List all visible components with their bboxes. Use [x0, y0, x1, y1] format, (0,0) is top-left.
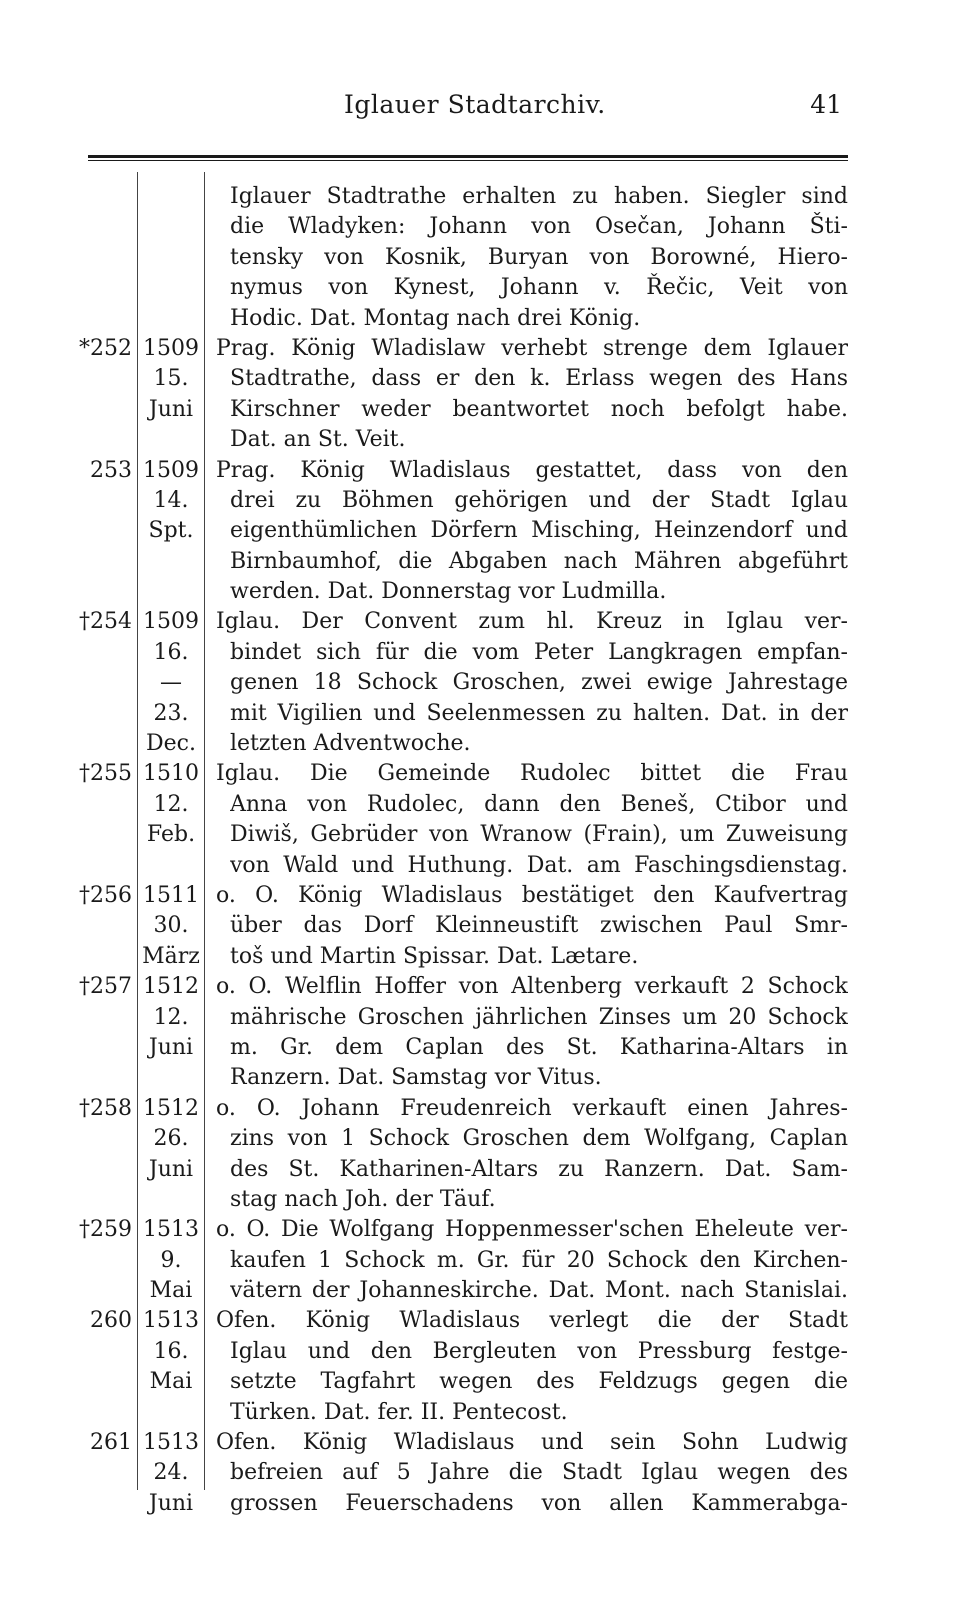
text-line [0, 1003, 960, 1033]
regest-date: Juni [148, 1034, 194, 1060]
regest-text: Iglau. Die Gemeinde Rudolec bittet die Frau [216, 761, 848, 787]
regest-number: †259 [79, 1217, 132, 1243]
text-line [0, 273, 960, 303]
header-title: Iglauer Stadtarchiv. [344, 90, 606, 119]
text-line [0, 182, 960, 212]
regest-text: Kirschner weder beantwortet noch befolgt habe. [230, 396, 848, 422]
regest-date: 1512 [143, 1095, 199, 1121]
text-line [0, 942, 960, 972]
text-line [0, 1458, 960, 1488]
regest-text: Dat. an St. Veit. [230, 427, 406, 453]
regest-number: 261 [90, 1430, 132, 1456]
regest-date: 9. [160, 1247, 182, 1273]
text-line [0, 212, 960, 242]
text-line [0, 1306, 960, 1336]
regest-number: 260 [90, 1308, 132, 1334]
text-line [0, 607, 960, 637]
text-line [0, 1033, 960, 1063]
text-line [0, 759, 960, 789]
text-line [0, 304, 960, 334]
regest-date: — [160, 670, 182, 696]
regest-date: 1511 [143, 882, 199, 908]
text-line [0, 1063, 960, 1093]
text-line [0, 516, 960, 546]
text-line [0, 1489, 960, 1519]
regest-date: Dec. [146, 731, 196, 757]
regest-text: drei zu Böhmen gehörigen und der Stadt Iglau [230, 487, 848, 513]
text-line [0, 456, 960, 486]
regest-text: Stadtrathe, dass er den k. Erlass wegen des Hans [230, 366, 848, 392]
text-line [0, 425, 960, 455]
regest-date: 26. [153, 1126, 189, 1152]
regest-text: Ofen. König Wladislaus verlegt die der Stadt [216, 1308, 848, 1334]
regest-text: Iglau und den Bergleuten von Pressburg festge- [230, 1338, 848, 1364]
text-line [0, 1276, 960, 1306]
regest-date: Mai [149, 1278, 193, 1304]
regest-text: eigenthümlichen Dörfern Misching, Heinzendorf und [230, 518, 848, 544]
regest-date: Feb. [146, 822, 196, 848]
regest-text: tensky von Kosnik, Buryan von Borowné, Hiero- [230, 244, 848, 270]
regest-text: genen 18 Schock Groschen, zwei ewige Jahrestage [230, 670, 848, 696]
text-line [0, 820, 960, 850]
regest-text: Iglau. Der Convent zum hl. Kreuz in Iglau ver- [216, 609, 848, 635]
text-line [0, 577, 960, 607]
regest-text: des St. Katharinen-Altars zu Ranzern. Dat. Sam- [230, 1156, 848, 1182]
regest-date: 14. [153, 487, 189, 513]
page-number: 41 [810, 90, 842, 119]
regest-number: 253 [90, 457, 132, 483]
regest-date: Juni [148, 1490, 194, 1516]
regest-date: 12. [153, 791, 189, 817]
regest-text: Prag. König Wladislaw verhebt strenge dem Iglauer [216, 335, 848, 361]
regest-text: grossen Feuerschadens von allen Kammerabga- [230, 1490, 848, 1516]
regest-date: 1513 [143, 1430, 199, 1456]
text-line [0, 638, 960, 668]
text-line [0, 1367, 960, 1397]
regest-date: 1509 [143, 457, 199, 483]
regest-text: Ofen. König Wladislaus und sein Sohn Ludwig [216, 1430, 848, 1456]
text-line [0, 911, 960, 941]
regest-date: 30. [153, 913, 189, 939]
regest-number: †256 [79, 882, 132, 908]
regest-text: m. Gr. dem Caplan des St. Katharina-Altars in [230, 1034, 848, 1060]
regest-text: Birnbaumhof, die Abgaben nach Mähren abgeführt [230, 548, 848, 574]
regest-number: †258 [79, 1095, 132, 1121]
text-line [0, 1185, 960, 1215]
regest-date: 1512 [143, 974, 199, 1000]
regest-date: 23. [153, 700, 189, 726]
text-line [0, 334, 960, 364]
regest-date: Juni [148, 1156, 194, 1182]
text-line [0, 1215, 960, 1245]
header-rule-thin [88, 160, 848, 161]
regest-date: 16. [153, 639, 189, 665]
regest-text: Iglauer Stadtrathe erhalten zu haben. Siegler sind [230, 184, 848, 209]
text-line [0, 1246, 960, 1276]
regest-text: die Wladyken: Johann von Osečan, Johann Šti- [230, 214, 848, 240]
regest-text: Ranzern. Dat. Samstag vor Vitus. [230, 1065, 602, 1091]
regest-date: 16. [153, 1338, 189, 1364]
regest-text: über das Dorf Kleinneustift zwischen Paul Smr- [230, 913, 848, 939]
regest-text: o. O. König Wladislaus bestätiget den Kaufvertrag [216, 882, 848, 908]
text-line [0, 729, 960, 759]
regest-number: †255 [79, 761, 132, 787]
regest-text: Hodic. Dat. Montag nach drei König. [230, 305, 641, 331]
text-line [0, 364, 960, 394]
header-rule [88, 155, 848, 158]
regest-text: Türken. Dat. fer. II. Pentecost. [230, 1399, 568, 1425]
text-line [0, 1428, 960, 1458]
regest-number: †254 [79, 609, 132, 635]
regest-text: letzten Adventwoche. [230, 731, 471, 757]
regest-text: von Wald und Huthung. Dat. am Faschingsdienstag. [230, 852, 848, 878]
regest-date: März [142, 943, 200, 969]
regest-text: kaufen 1 Schock m. Gr. für 20 Schock den Kirchen- [230, 1247, 848, 1273]
regest-date: 24. [153, 1460, 189, 1486]
text-line [0, 881, 960, 911]
text-line [0, 1155, 960, 1185]
text-line [0, 699, 960, 729]
text-line [0, 851, 960, 881]
regest-text: bindet sich für die vom Peter Langkragen empfan- [230, 639, 848, 665]
text-line [0, 668, 960, 698]
regest-date: Juni [148, 396, 194, 422]
regest-text: o. O. Die Wolfgang Hoppenmesser'schen Eheleute ver- [216, 1217, 848, 1243]
text-line [0, 1398, 960, 1428]
text-line [0, 547, 960, 577]
text-line [0, 243, 960, 273]
regest-date: 1510 [143, 761, 199, 787]
regest-date: 12. [153, 1004, 189, 1030]
regest-text: Diwiš, Gebrüder von Wranow (Frain), um Zuweisung [230, 822, 848, 848]
regest-text: o. O. Johann Freudenreich verkauft einen Jahres- [216, 1095, 848, 1121]
regest-date: Mai [149, 1369, 193, 1395]
regest-text: werden. Dat. Donnerstag vor Ludmilla. [230, 579, 667, 605]
regest-text: mit Vigilien und Seelenmessen zu halten. Dat. in der [230, 700, 848, 726]
regest-date: 1509 [143, 609, 199, 635]
regest-number: †257 [79, 974, 132, 1000]
regest-text: Prag. König Wladislaus gestattet, dass von den [216, 457, 848, 483]
regest-text: zins von 1 Schock Groschen dem Wolfgang, Caplan [230, 1126, 848, 1152]
regest-text: nymus von Kynest, Johann v. Řečic, Veit von [230, 275, 848, 301]
regest-date: 15. [153, 366, 189, 392]
regest-date: 1513 [143, 1308, 199, 1334]
text-line [0, 1124, 960, 1154]
regest-text: o. O. Welflin Hoffer von Altenberg verkauft 2 Schock [216, 974, 848, 1000]
text-line [0, 1337, 960, 1367]
regest-date: 1513 [143, 1217, 199, 1243]
regest-text: stag nach Joh. der Täuf. [230, 1186, 496, 1212]
text-line [0, 395, 960, 425]
regest-text: Anna von Rudolec, dann den Beneš, Ctibor und [230, 791, 848, 817]
text-line [0, 790, 960, 820]
regest-text: setzte Tagfahrt wegen des Feldzugs gegen die [230, 1369, 848, 1395]
text-line [0, 972, 960, 1002]
regest-number: *252 [79, 335, 132, 361]
regest-date: Spt. [148, 518, 194, 544]
regest-text: befreien auf 5 Jahre die Stadt Iglau wegen des [230, 1460, 848, 1486]
regest-text: vätern der Johanneskirche. Dat. Mont. nach Stanislai. [230, 1278, 848, 1304]
text-line [0, 1094, 960, 1124]
regest-text: toš und Martin Spissar. Dat. Lætare. [230, 943, 639, 969]
text-line [0, 486, 960, 516]
regest-date: 1509 [143, 335, 199, 361]
regest-text: mährische Groschen jährlichen Zinses um 20 Schock [230, 1004, 848, 1030]
regest-list [0, 182, 960, 1519]
running-header [88, 90, 848, 126]
